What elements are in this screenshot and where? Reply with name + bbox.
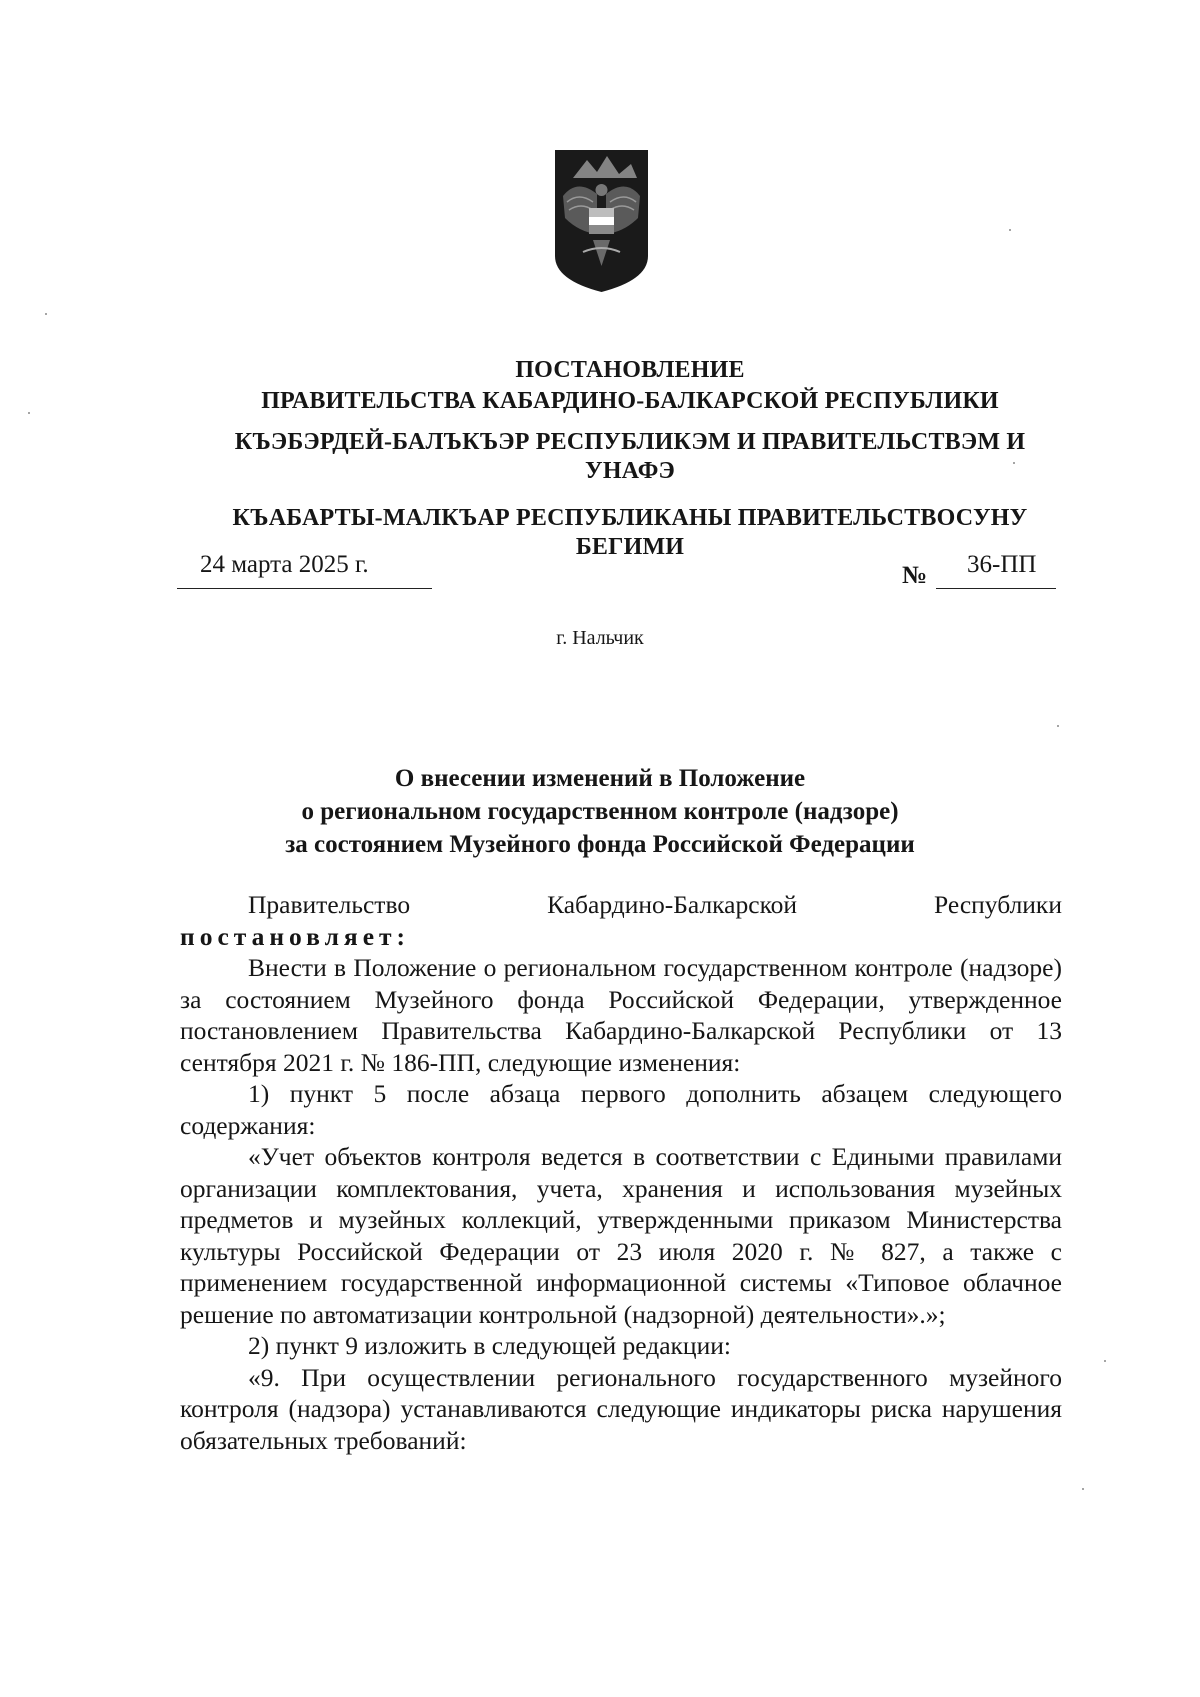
paragraph-item-1-quote: «Учет объектов контроля ведется в соответствии с Едиными правилами организации комплектования, учета, хранения и использования музейных предметов и музейных коллекций, утвержденными приказом Министерства культуры Российской Федерации от 23 июля 2020 г. № 827, а также с применением государственной информационной системы «Типовое облачное решение по автоматизации контрольной (надзорной) деятельности».»; [180, 1142, 1062, 1329]
decree-title [200, 762, 1000, 861]
paragraph-main: Внести в Положение о региональном государственном контроле (надзоре) за состоянием Музейного фонда Российской Федерации, утвержденное постановлением Правительства Кабардино-Балкарской Республики от 13 сентября 2021 г. № 186-ПП, следующие изменения: [180, 953, 1062, 1077]
city: г. Нальчик [556, 627, 644, 649]
scan-speck [1057, 725, 1059, 727]
paragraph-item-2-quote: «9. При осуществлении регионального государственного музейного контроля (надзора) устанавливаются следующие индикаторы риска нарушения обязательных требований: [180, 1362, 1062, 1455]
preamble-kbr: Кабардино-Балкарской [547, 890, 798, 919]
heading-kabardian-line1: КЪЭБЭРДЕЙ-БАЛЪКЪЭР РЕСПУБЛИКЭМ И ПРАВИТЕЛЬСТВЭМ И [234, 429, 1026, 455]
decree-heading [180, 356, 1080, 416]
scan-speck [1013, 462, 1015, 464]
decree-number: 36-ПП [967, 551, 1037, 578]
decree-date: 24 марта 2025 г. [200, 551, 369, 578]
preamble-republic: Республики [934, 890, 1062, 919]
number-sign: № [902, 562, 928, 589]
scan-speck [1082, 1488, 1084, 1490]
heading-balkar-line1: КЪАБАРТЫ-МАЛКЪАР РЕСПУБЛИКАНЫ ПРАВИТЕЛЬСТВОСУНУ [232, 505, 1028, 531]
government-name-russian: ПРАВИТЕЛЬСТВА КАБАРДИНО-БАЛКАРСКОЙ РЕСПУБЛИКИ [261, 388, 999, 414]
decree-title-line2: о региональном государственном контроле (надзоре) [301, 798, 899, 825]
scan-speck [45, 313, 47, 315]
decree-body [180, 889, 1062, 1456]
heading-kabardian-line2: УНАФЭ [585, 458, 675, 484]
preamble-line [180, 889, 1062, 921]
decree-title-line1: О внесении изменений в Положение [394, 765, 806, 792]
paragraph-item-1: 1) пункт 5 после абзаца первого дополнить абзацем следующего содержания: [180, 1079, 1062, 1140]
number-underline [936, 588, 1056, 589]
preamble-government: Правительство [248, 890, 411, 919]
heading-balkar-line2: БЕГИМИ [575, 534, 685, 560]
heading-kabardian [180, 428, 1080, 486]
scan-speck [1009, 229, 1011, 231]
paragraph-item-2: 2) пункт 9 изложить в следующей редакции: [248, 1331, 731, 1360]
scan-speck [1104, 1360, 1106, 1362]
preamble-decrees: постановляет: [180, 921, 411, 951]
coat-of-arms-emblem [553, 148, 650, 294]
scan-speck [28, 412, 30, 414]
decree-type: ПОСТАНОВЛЕНИЕ [515, 357, 745, 383]
date-underline [177, 588, 432, 589]
decree-title-line3: за состоянием Музейного фонда Российской Федерации [285, 831, 915, 858]
